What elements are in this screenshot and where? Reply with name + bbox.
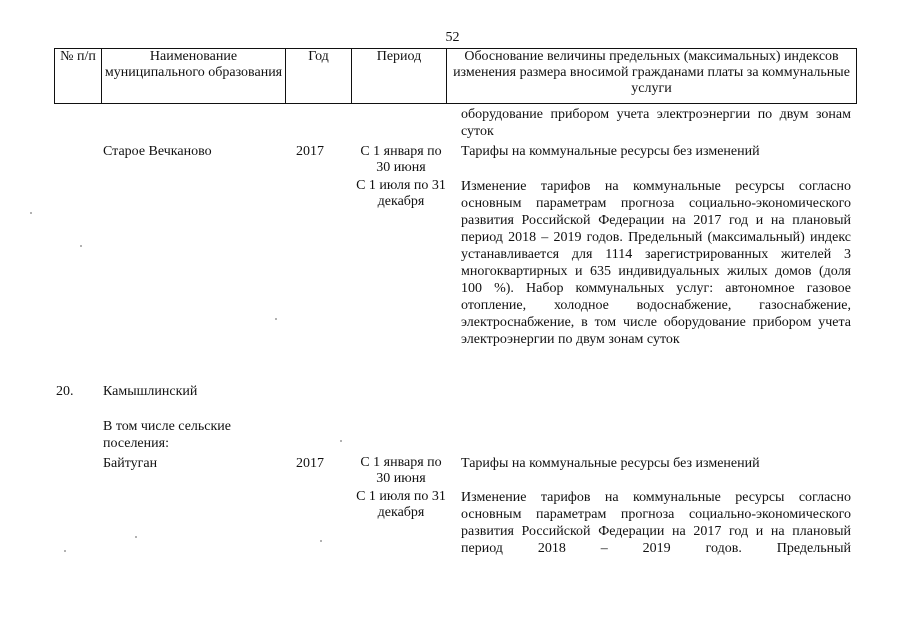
row-kamysh-name: Камышлинский [103,384,198,399]
row-staroe-period2: С 1 июля по 31 декабря [356,178,446,209]
header-period: Период [352,49,447,104]
row-staroe-period1: С 1 января по 30 июня [360,144,442,175]
row-kamysh-num: 20. [56,384,74,399]
row-baytugan-just2: Изменение тарифов на коммунальные ресурсы согласно основным параметрам прогноза социально-экономического развития Российской Федерации на 2017 год и на плановый период 2018 – 2019 годов. Предельный [461,490,851,556]
row-staroe-just2: Изменение тарифов на коммунальные ресурсы согласно основным параметрам прогноза социально-экономического развития Российской Федерации на 2017 год и на плановый период 2018 – 2019 годов. Предельный (максимальный) индекс устанавливается для 1114 зарегистрированных жителей 3 многоквартирных и 635 индивидуальных жилых домов (доля 100 %). Набор коммунальных услуг: автономное газовое отопление, холодное водоснабжение, газоснабжение, электроснабжение, в том числе оборудование прибором учета электроэнергии по двум зонам суток [461,179,851,347]
page-number: 52 [445,30,460,45]
header-num: № п/п [55,49,102,104]
scan-speck [64,550,66,552]
row-baytugan-just1: Тарифы на коммунальные ресурсы без изменений [461,456,760,471]
scan-speck [135,536,137,538]
row-baytugan-period1: С 1 января по 30 июня [360,455,442,486]
scan-speck [275,318,277,320]
scan-speck [30,212,32,214]
row-baytugan-year: 2017 [296,456,324,471]
row-baytugan-name: Байтуган [103,456,158,471]
scan-speck [80,245,82,247]
subheading-rural: В том числе сельские поселения: [103,419,232,451]
scan-speck [320,540,322,542]
continuation-text: оборудование прибором учета электроэнергии по двум зонам суток [461,107,851,139]
header-year: Год [286,49,352,104]
row-staroe-just1: Тарифы на коммунальные ресурсы без изменений [461,144,760,159]
header-name: Наименование муниципального образования [102,49,286,104]
row-baytugan-period2: С 1 июля по 31 декабря [356,489,446,520]
header-justification: Обоснование величины предельных (максимальных) индексов изменения размера вносимой гражданами платы за коммунальные услуги [447,49,857,104]
row-staroe-year: 2017 [296,144,324,159]
scan-speck [340,440,342,442]
table-header [54,48,857,104]
row-staroe-name: Старое Вечканово [103,144,212,159]
